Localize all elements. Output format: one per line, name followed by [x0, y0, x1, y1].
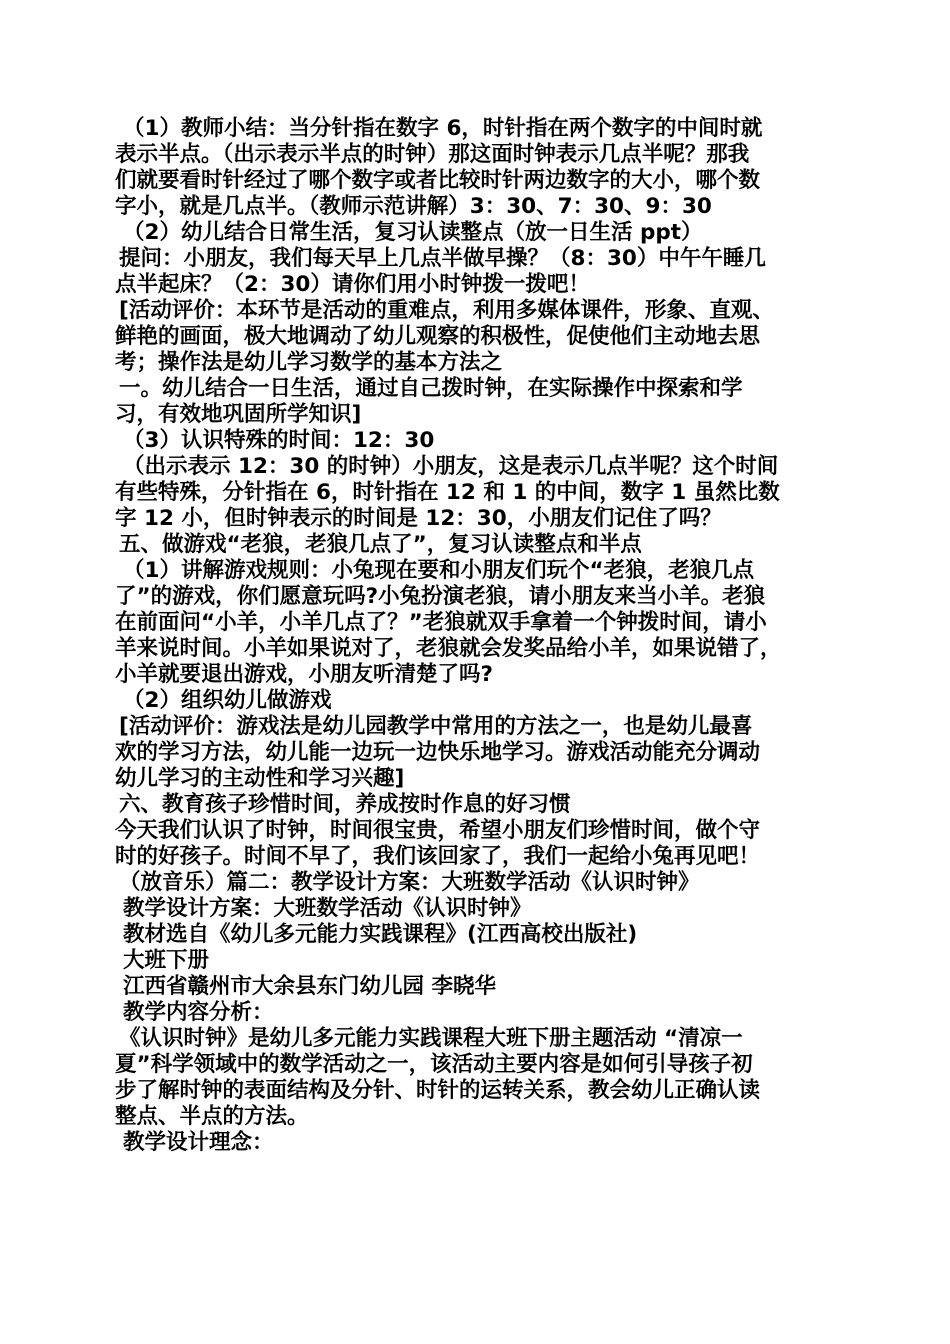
paragraph-line: 考；操作法是幼儿学习数学的基本方法之 — [115, 350, 503, 375]
paragraph-line: （2）幼儿结合日常生活，复习认读整点（放一日生活 ppt） — [123, 220, 703, 245]
paragraph-line: 整点、半点的方法。 — [115, 1104, 309, 1129]
paragraph-line: 表示半点。（出示表示半点的时钟）那这面时钟表示几点半呢？那我 — [115, 142, 750, 167]
section-heading: 教学内容分析： — [123, 1000, 274, 1025]
paragraph-line: 一。幼儿结合一日生活，通过自己拨时钟，在实际操作中探索和学 — [119, 376, 743, 401]
paragraph-line: 们就要看时针经过了哪个数字或者比较时针两边数字的大小，哪个数 — [115, 168, 761, 193]
paragraph-line: 习，有效地巩固所学知识] — [115, 402, 362, 427]
paragraph-line: 教材选自《幼儿多元能力实践课程》(江西高校出版社) — [123, 922, 638, 947]
paragraph-line: 点半起床？（2：30）请你们用小时钟拨一拨吧！ — [115, 272, 590, 297]
paragraph-line: 字 12 小，但时钟表示的时间是 12：30，小朋友们记住了吗？ — [115, 506, 722, 531]
paragraph-line: （放音乐）篇二：教学设计方案：大班数学活动《认识时钟》 — [119, 870, 700, 895]
section-heading: 教学设计方案：大班数学活动《认识时钟》 — [123, 896, 532, 921]
paragraph-line: （3）认识特殊的时间：12：30 — [123, 428, 435, 453]
paragraph-line: （1）讲解游戏规则：小兔现在要和小朋友们玩个“老狼，老狼几点 — [123, 558, 755, 583]
paragraph-line: 了”的游戏，你们愿意玩吗?小兔扮演老狼，请小朋友来当小羊。老狼 — [115, 584, 766, 609]
paragraph-line: 小羊就要退出游戏，小朋友听清楚了吗? — [115, 662, 493, 687]
paragraph-line: 提问：小朋友，我们每天早上几点半做早操？（8：30）中午午睡几 — [119, 246, 766, 271]
paragraph-line: 欢的学习方法，幼儿能一边玩一边快乐地学习。游戏活动能充分调动 — [115, 740, 761, 765]
paragraph-line: 今天我们认识了时钟，时间很宝贵，希望小朋友们珍惜时间，做个守 — [115, 818, 761, 843]
paragraph-line: 步了解时钟的表面结构及分针、时针的运转关系，教会幼儿正确认读 — [115, 1078, 761, 1103]
paragraph-line: 字小，就是几点半。（教师示范讲解）3：30、7：30、9：30 — [115, 194, 712, 219]
paragraph-line: [活动评价：本环节是活动的重难点，利用多媒体课件，形象、直观、 — [119, 298, 774, 323]
document-body — [115, 116, 850, 1156]
paragraph-line: 江西省赣州市大余县东门幼儿园 李晓华 — [123, 974, 496, 999]
paragraph-line: 时的好孩子。时间不早了，我们该回家了，我们一起给小兔再见吧！ — [115, 844, 761, 869]
paragraph-line: [活动评价：游戏法是幼儿园教学中常用的方法之一，也是幼儿最喜 — [119, 714, 753, 739]
paragraph-line: 鲜艳的画面，极大地调动了幼儿观察的积极性，促使他们主动地去思 — [115, 324, 761, 349]
paragraph-line: （1）教师小结：当分针指在数字 6，时针指在两个数字的中间时就 — [123, 116, 763, 141]
paragraph-line: 幼儿学习的主动性和学习兴趣] — [115, 766, 405, 791]
paragraph-line: （2）组织幼儿做游戏 — [123, 688, 332, 713]
section-heading: 教学设计理念： — [123, 1130, 274, 1155]
section-heading: 六、教育孩子珍惜时间，养成按时作息的好习惯 — [119, 792, 571, 817]
paragraph-line: 在前面问“小羊，小羊几点了？”老狼就双手拿着一个钟拨时间，请小 — [115, 610, 767, 635]
paragraph-line: 夏”科学领域中的数学活动之一，该活动主要内容是如何引导孩子初 — [115, 1052, 753, 1077]
paragraph-line: （出示表示 12：30 的时钟）小朋友，这是表示几点半呢？这个时间 — [123, 454, 779, 479]
paragraph-line: 羊来说时间。小羊如果说对了，老狼就会发奖品给小羊，如果说错了， — [115, 636, 782, 661]
section-heading: 五、做游戏“老狼，老狼几点了”，复习认读整点和半点 — [119, 532, 642, 557]
paragraph-line: 大班下册 — [123, 948, 210, 973]
paragraph-line: 《认识时钟》是幼儿多元能力实践课程大班下册主题活动 “清凉一 — [119, 1026, 743, 1051]
paragraph-line: 有些特殊，分针指在 6，时针指在 12 和 1 的中间，数字 1 虽然比数 — [115, 480, 780, 505]
